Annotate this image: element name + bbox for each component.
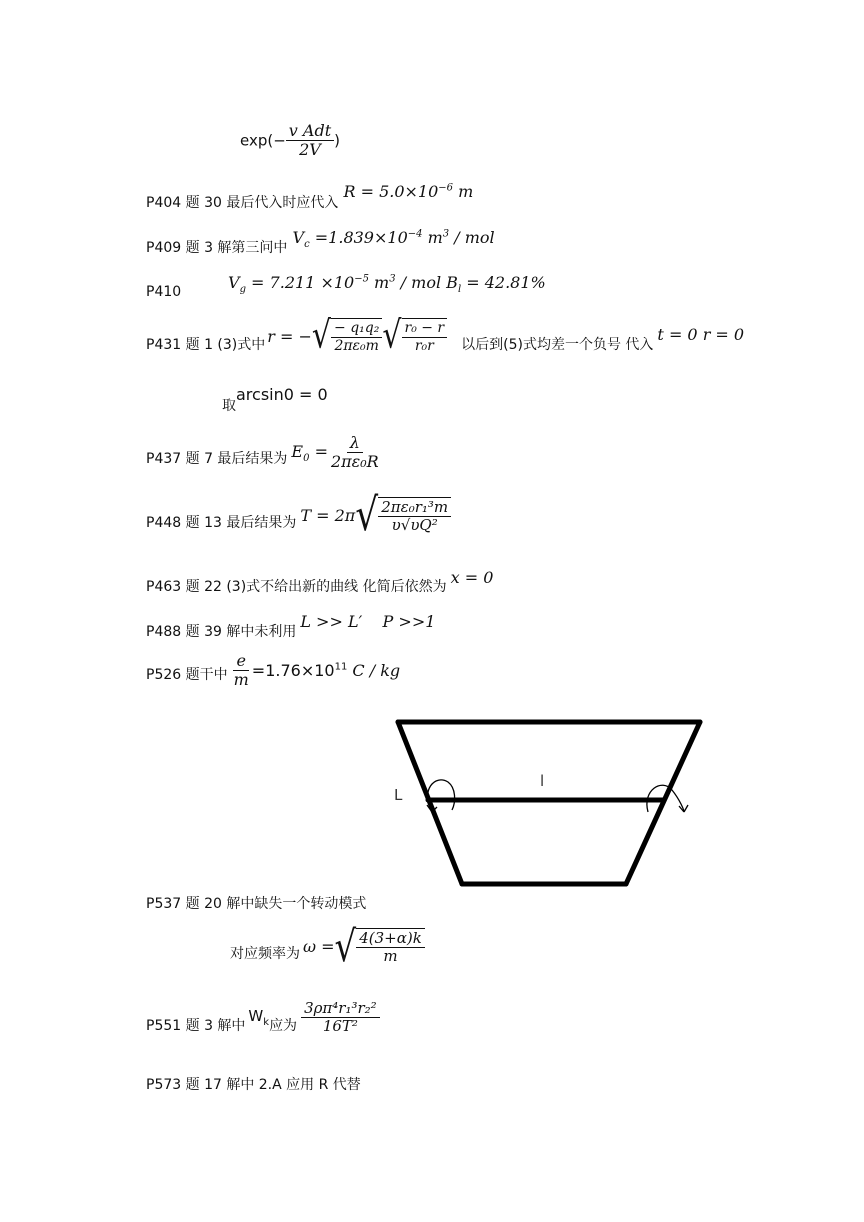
sqrt-radius-term: √ $\frac{\text{r₀ − r}}{\text{r₀r}}$ (382, 318, 447, 353)
line-p551: P551 题 3 解中 $W_k$ 应为 $\frac{\text{3ρπ⁴r₁³r₂²}}{\text{16T²}}$ (146, 1000, 380, 1036)
line-p437: P437 题 7 最后结果为 $E_0$ = $\frac{\lambda}{\text{2πε₀R}}$ (146, 434, 382, 472)
formula-r: $R = 5.0\times 10^{-6}$ m (343, 182, 474, 201)
line-p573: P573 题 17 解中 2.A 应用 R 代替 (146, 1077, 361, 1093)
left-slant-edge (398, 722, 462, 884)
formula-vg: $V_g = 7.211 \times 10^{-5}$ $m^3$ / mol $B_l = 42.81\%$ (228, 273, 546, 296)
fraction-e-over-m: $\frac{e}{m}$ (233, 651, 249, 690)
line-p537: P537 题 20 解中缺失一个转动模式 (146, 896, 367, 912)
exp-fraction: $\frac{\text{v Adt}}{2V}$ (286, 122, 334, 160)
sqrt-period: √ $\frac{\text{2πε₀r₁³m}}{\text{υ√υQ²}}$ (355, 497, 451, 535)
label-L: L (394, 786, 403, 804)
sqrt-frequency: √ $\frac{4(3+\alpha)k}{m}$ (335, 928, 425, 966)
sqrt-charge-term: √ $\frac{\text{− q₁q₂}}{\text{2πε₀m}}$ (312, 318, 382, 353)
line-p526: P526 题干中 $\frac{e}{m}$ $=1.76\times 10^{11}$ C / kg (146, 651, 401, 690)
fraction-wk: $\frac{\text{3ρπ⁴r₁³r₂²}}{\text{16T²}}$ (301, 1000, 380, 1036)
line-p409: P409 题 3 解第三问中 $V_c =1.839\times 10^{-4}$ $m^3$ / mol (146, 228, 495, 256)
line-p488: P488 题 39 解中未利用L >> L′ P >>1 (146, 612, 436, 640)
label-l: l (540, 772, 545, 790)
line-p448: P448 题 13 最后结果为 T = 2π √ $\frac{\text{2πε₀r₁³m}}{\text{υ√υQ²}}$ (146, 497, 451, 535)
trapezoid-diagram (380, 712, 710, 892)
right-slant-edge (626, 722, 700, 884)
line-p404: P404 题 30 最后代入时应代入 $R = 5.0\times 10^{-6}$ m (146, 182, 474, 211)
line-p463: P463 题 22 (3)式不给出新的曲线 化简后依然为 x = 0 (146, 568, 494, 595)
line-p431: P431 题 1 (3)式中 r = − √ $\frac{\text{− q₁q₂}}{\text{2πε₀m}}$ √ $\frac{\text{r₀ − r}}{\text{r₀r}}$ 以后到(5)式均差一个负号 代入 t = 0 r = 0 (146, 313, 745, 358)
line-p410-label: P410 (146, 284, 182, 300)
formula-vc: $V_c =1.839\times 10^{-4}$ $m^3$ / mol (292, 228, 495, 251)
exp-formula: exp(− $\frac{\text{v Adt}}{2V}$ ) (240, 121, 341, 160)
line-take-arcsin: 取arcsin0 = 0 (222, 385, 328, 414)
fraction-e0: $\frac{\lambda}{\text{2πε₀R}}$ (330, 433, 379, 472)
line-frequency: 对应频率为 ω = √ $\frac{4(3+\alpha)k}{m}$ (230, 928, 425, 966)
